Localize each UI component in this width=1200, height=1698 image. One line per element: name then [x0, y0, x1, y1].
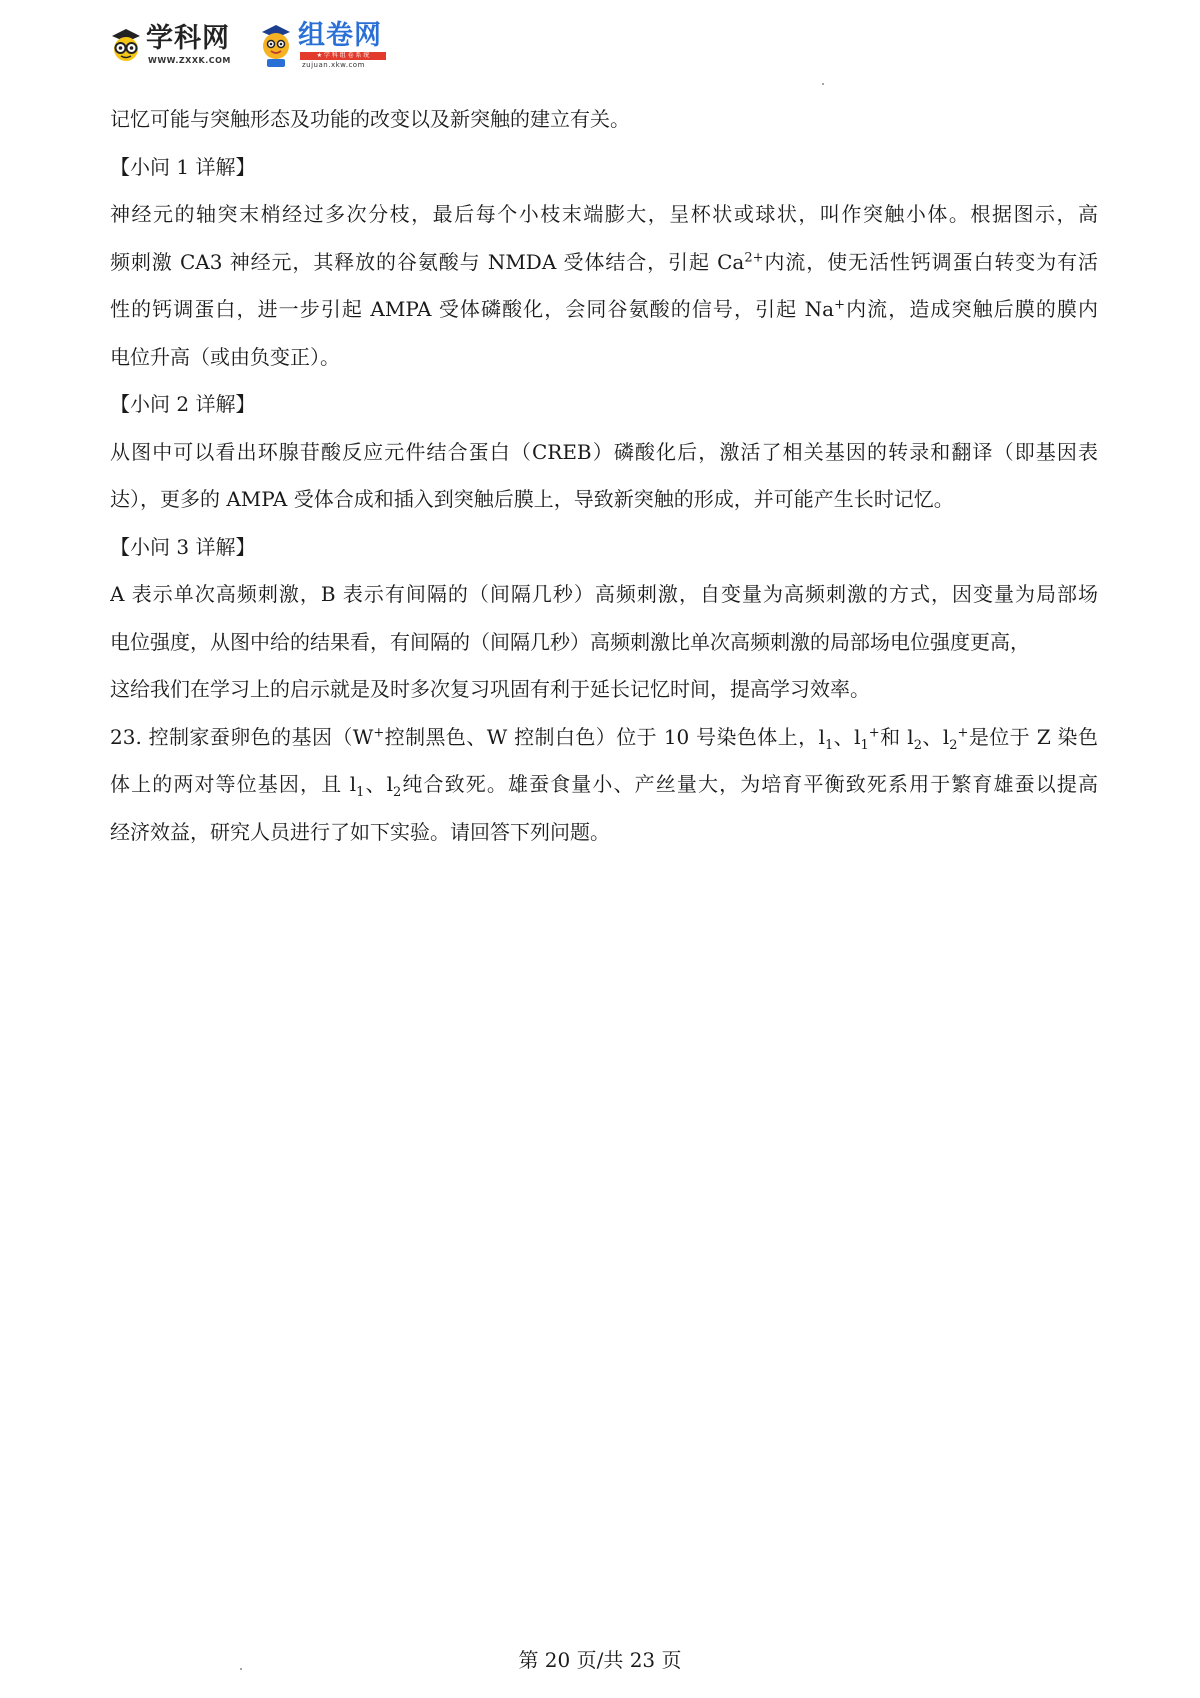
zxxk-logo — [108, 22, 236, 70]
section-heading: 【小问 1 详解】 — [110, 154, 256, 179]
question-line: 23. 控制家蚕卵色的基因（W+控制黑色、W 控制白色）位于 10 号染色体上，$l_1$、$l_1^+$和 $l_2$、$l_2^+$是位于 Z 染色 — [110, 724, 1098, 753]
zxxk-logo-url: WWW.ZXXK.COM — [148, 56, 231, 65]
text-line: 电位强度，从图中给的结果看，有间隔的（间隔几秒）高频刺激比单次高频刺激的局部场电位强度更高， — [110, 629, 1030, 654]
section-heading: 【小问 3 详解】 — [110, 534, 256, 559]
text-line: 达），更多的 AMPA 受体合成和插入到突触后膜上，导致新突触的形成，并可能产生长时记忆。 — [110, 487, 954, 511]
zxxk-logo-text: 学科网 — [146, 23, 230, 54]
text-line: 神经元的轴突末梢经过多次分枝，最后每个小枝末端膨大，呈杯状或球状，叫作突触小体。根据图示，高 — [110, 202, 1098, 226]
question-line: 体上的两对等位基因，且 $l_1$、$l_2$纯合致死。雄蚕食量小、产丝量大，为培育平衡致死系用于繁育雄蚕以提高 — [110, 772, 1098, 800]
mascot-icon — [256, 22, 296, 68]
text-line: 频刺激 CA3 神经元，其释放的谷氨酸与 NMDA 受体结合，引起 $Ca^{2+}$内流，使无活性钙调蛋白转变为有活 — [110, 249, 1098, 274]
text-line: 记忆可能与突触形态及功能的改变以及新突触的建立有关。 — [110, 107, 630, 131]
text-line: 这给我们在学习上的启示就是及时多次复习巩固有利于延长记忆时间，提高学习效率。 — [110, 677, 870, 701]
text-line: 电位升高（或由负变正）。 — [110, 344, 340, 369]
zujuan-logo-url: zujuan.xkw.com — [302, 61, 365, 69]
text-line: A 表示单次高频刺激，B 表示有间隔的（间隔几秒）高频刺激，自变量为高频刺激的方式，因变量为局部场 — [110, 582, 1098, 606]
text-line: 性的钙调蛋白，进一步引起 AMPA 受体磷酸化，会同谷氨酸的信号，引起 Na+内流，造成突触后膜的膜内 — [110, 297, 1098, 321]
question-line: 经济效益，研究人员进行了如下实验。请回答下列问题。 — [110, 819, 610, 844]
scan-speck — [822, 83, 824, 85]
text-line: 从图中可以看出环腺苷酸反应元件结合蛋白（CREB）磷酸化后，激活了相关基因的转录和翻译（即基因表 — [110, 439, 1098, 464]
graduate-cap-face-icon — [108, 26, 144, 62]
zujuan-logo-banner: ★ 学 科 组 卷 系 统 — [300, 52, 386, 60]
zujuan-logo — [256, 20, 406, 70]
page-header — [108, 20, 408, 70]
page-number: 第 20 页/共 23 页 — [518, 1648, 682, 1672]
zujuan-logo-text: 组卷网 — [298, 20, 382, 51]
section-heading: 【小问 2 详解】 — [110, 392, 256, 416]
document-body — [110, 96, 1098, 856]
